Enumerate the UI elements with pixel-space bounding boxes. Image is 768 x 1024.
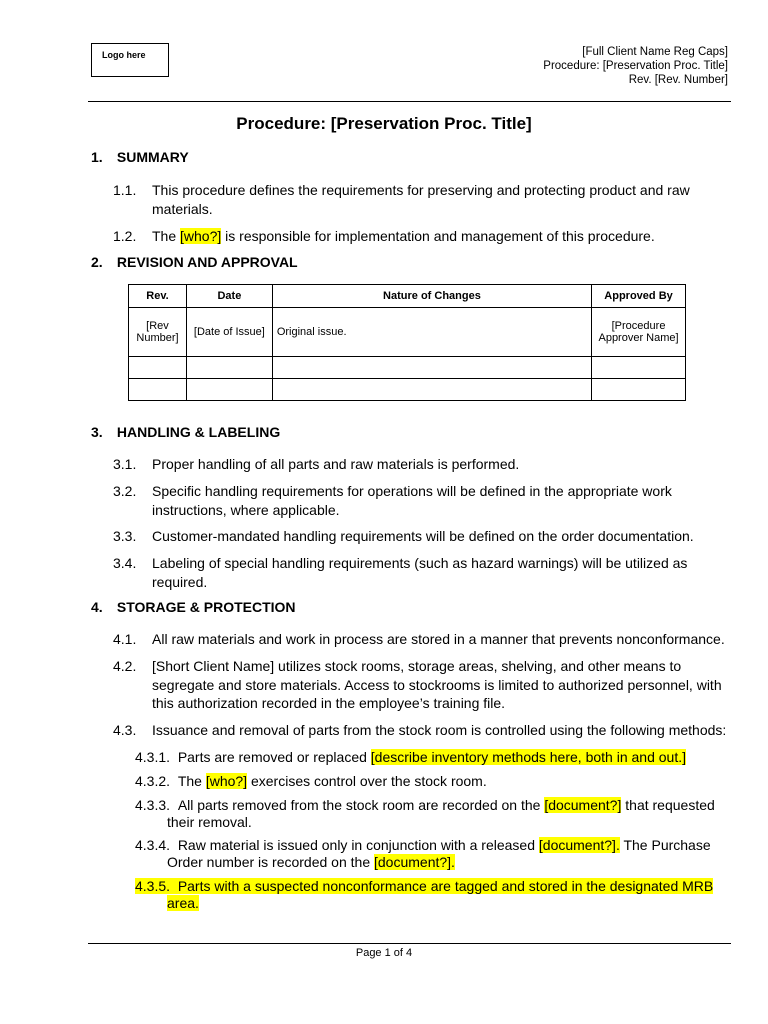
table-row: [129, 357, 686, 379]
page-number: Page 1 of 4: [355, 947, 413, 959]
section-title: STORAGE & PROTECTION: [116, 599, 296, 615]
revision-line: Rev. [Rev. Number]: [628, 74, 728, 86]
sub-list-item: [135, 797, 723, 831]
table-cell: [592, 379, 686, 401]
column-header: Nature of Changes: [272, 285, 591, 308]
highlighted-placeholder: [who?]: [180, 228, 222, 244]
document-title: Procedure: [Preservation Proc. Title]: [236, 114, 532, 133]
column-header: Date: [186, 285, 272, 308]
item-number: 4.1.: [113, 631, 137, 647]
highlighted-placeholder: [document?].: [538, 837, 620, 853]
table-cell: [186, 379, 272, 401]
item-text: Specific handling requirements for operations will be defined in the appropriate work instructions, where applicable.: [152, 483, 672, 518]
list-item: [113, 527, 723, 546]
list-item: [113, 482, 723, 519]
item-number: 3.2.: [113, 483, 137, 499]
section-title: SUMMARY: [116, 149, 189, 165]
item-number: 3.3.: [113, 528, 137, 544]
table-cell: [129, 379, 187, 401]
list-item: [113, 227, 723, 246]
table-cell: [Date of Issue]: [186, 308, 272, 357]
item-text: The [who?] is responsible for implementation and management of this procedure.: [152, 228, 655, 244]
highlighted-placeholder: [document?].: [374, 854, 455, 870]
footer-divider: [88, 943, 731, 944]
section-heading-revision: [91, 254, 298, 270]
item-number: 4.3.3.: [135, 797, 171, 813]
section-number: 1.: [91, 149, 103, 165]
section-title: HANDLING & LABELING: [116, 424, 281, 440]
table-cell: [272, 357, 591, 379]
item-text: Customer-mandated handling requirements will be defined on the order documentation.: [152, 528, 694, 544]
item-number: 1.2.: [113, 228, 137, 244]
client-name: [Full Client Name Reg Caps]: [582, 46, 728, 58]
revision-table: [128, 284, 686, 401]
list-item: [113, 721, 733, 740]
table-cell: [592, 357, 686, 379]
table-row: [129, 379, 686, 401]
section-heading-handling: [91, 424, 280, 440]
table-cell: Original issue.: [272, 308, 591, 357]
highlighted-placeholder: [describe inventory methods here, both in and out.]: [370, 749, 686, 765]
item-text: [Short Client Name] utilizes stock rooms, storage areas, shelving, and other means to segregate and store materials. Access to stockrooms is limited to authorized personnel, with this authorization recorded in the employee’s training file.: [152, 658, 722, 711]
list-item: [113, 657, 723, 713]
table-cell: [186, 357, 272, 379]
section-heading-summary: [91, 149, 189, 165]
item-text: [135, 878, 723, 912]
item-text: All raw materials and work in process are stored in a manner that prevents nonconformance.: [152, 631, 725, 647]
section-number: 4.: [91, 599, 103, 615]
item-text: Proper handling of all parts and raw materials is performed.: [152, 456, 520, 472]
table-row: [129, 308, 686, 357]
item-text: 4.3.2. The [who?] exercises control over the stock room.: [135, 773, 487, 789]
table-cell: [129, 357, 187, 379]
item-number: 3.1.: [113, 456, 137, 472]
item-number: 4.2.: [113, 658, 137, 674]
header-divider: [88, 101, 731, 102]
table-cell: [Rev Number]: [129, 308, 187, 357]
item-number: 4.3.: [113, 722, 137, 738]
table-cell: [272, 379, 591, 401]
highlighted-placeholder: Parts with a suspected nonconformance are tagged and stored in the designated MRB area.: [167, 878, 714, 911]
logo-placeholder: [91, 43, 169, 77]
item-text: This procedure defines the requirements for preserving and protecting product and raw materials.: [152, 182, 690, 217]
item-number: 4.3.4.: [135, 837, 171, 853]
section-number: 2.: [91, 254, 103, 270]
procedure-line: Procedure: [Preservation Proc. Title]: [543, 60, 728, 72]
item-number: 4.3.1.: [135, 749, 171, 765]
item-text: 4.3.3. All parts removed from the stock room are recorded on the [document?] that requested their removal.: [135, 797, 715, 830]
list-item: [113, 630, 733, 649]
sub-list-item: [135, 773, 723, 790]
item-text: 4.3.1. Parts are removed or replaced [describe inventory methods here, both in and out.]: [135, 749, 686, 765]
highlighted-placeholder: [who?]: [205, 773, 248, 789]
section-heading-storage: [91, 599, 296, 615]
item-number: 1.1.: [113, 182, 137, 198]
sub-list-item: [135, 878, 723, 912]
column-header: Rev.: [129, 285, 187, 308]
sub-list-item: [135, 837, 723, 871]
list-item: [113, 554, 723, 591]
item-number: 4.3.2.: [135, 773, 171, 789]
section-title: REVISION AND APPROVAL: [116, 254, 298, 270]
sub-list-item: [135, 749, 723, 766]
logo-text: Logo here: [102, 50, 146, 60]
item-text: 4.3.4. Raw material is issued only in conjunction with a released [document?]. The Purchase Order number is recorded on the [document?].: [135, 837, 711, 870]
column-header: Approved By: [592, 285, 686, 308]
item-number: 3.4.: [113, 555, 137, 571]
list-item: [113, 181, 723, 218]
table-header-row: [129, 285, 686, 308]
highlighted-placeholder: [document?]: [544, 797, 622, 813]
section-number: 3.: [91, 424, 103, 440]
document-header-info: [543, 45, 728, 87]
item-text: Issuance and removal of parts from the stock room is controlled using the following methods:: [152, 722, 727, 738]
item-number: 4.3.5.: [135, 878, 171, 894]
table-cell: [Procedure Approver Name]: [592, 308, 686, 357]
list-item: [113, 455, 723, 474]
item-text: Labeling of special handling requirements (such as hazard warnings) will be utilized as required.: [152, 555, 688, 590]
